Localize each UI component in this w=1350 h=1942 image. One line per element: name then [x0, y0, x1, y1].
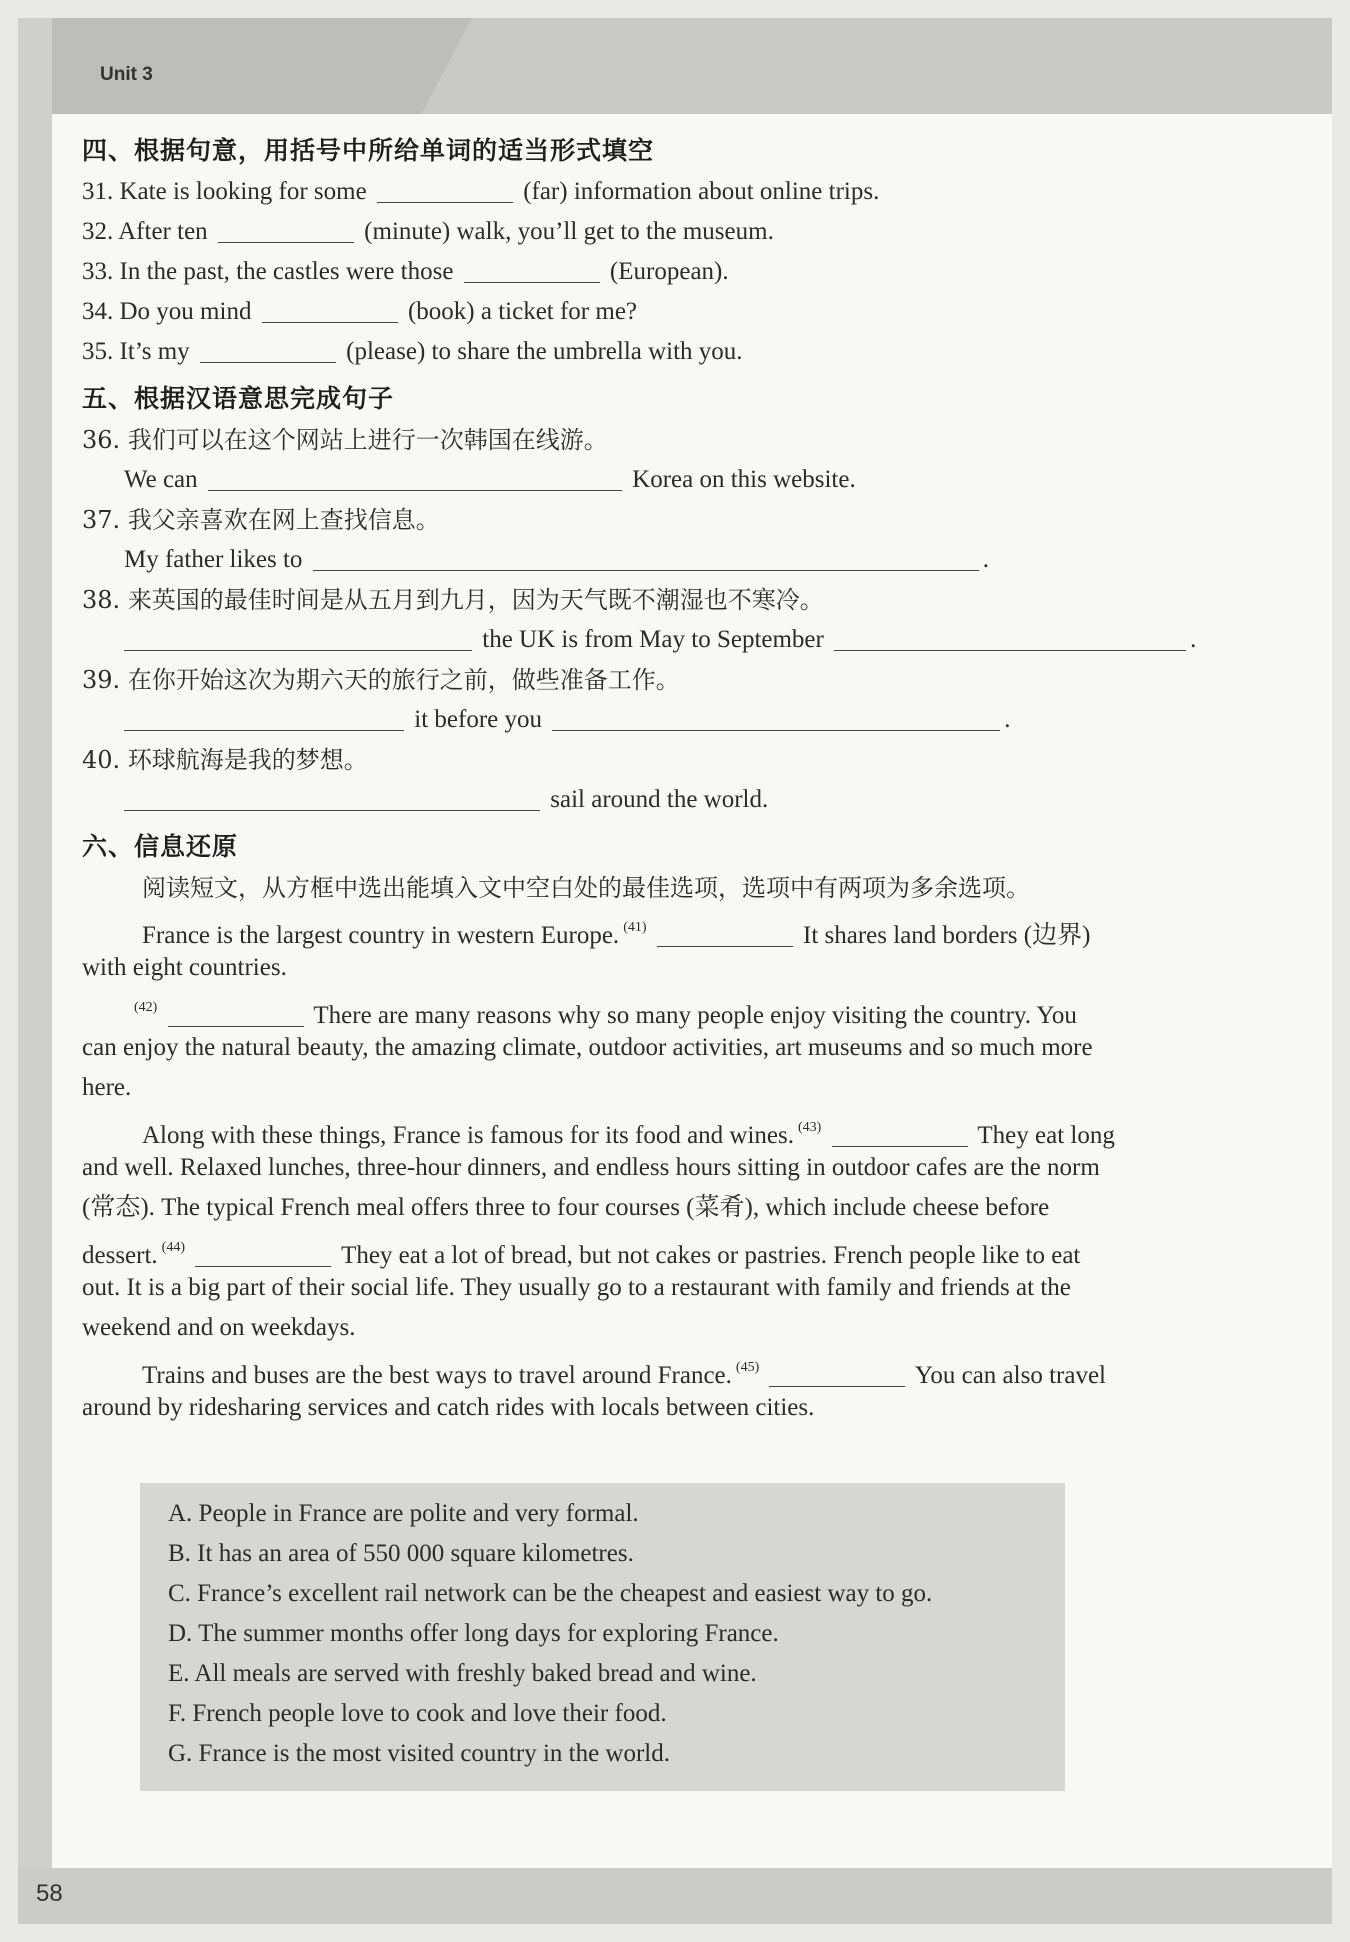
- chinese-sentence: 我们可以在这个网站上进行一次韩国在线游。: [127, 426, 608, 454]
- passage-text: They eat long: [977, 1122, 1115, 1149]
- section-6-heading: 六、信息还原: [82, 832, 239, 861]
- answer-blank[interactable]: [124, 705, 404, 731]
- passage-line: around by ridesharing services and catch rides with locals between cities.: [82, 1394, 815, 1421]
- page-left-margin: [18, 18, 52, 1908]
- section-5-heading: 五、根据汉语意思完成句子: [82, 384, 395, 413]
- question-number: 32.: [82, 218, 114, 245]
- answer-blank[interactable]: [377, 177, 513, 203]
- question-38-english: [82, 620, 1232, 660]
- sentence-text: My father likes to: [124, 546, 303, 573]
- passage-line: [82, 1108, 1232, 1148]
- unit-label: Unit 3: [100, 64, 153, 85]
- blank-number: (44): [161, 1240, 185, 1255]
- passage-line: and well. Relaxed lunches, three-hour dinners, and endless hours sitting in outdoor cafes are the norm: [82, 1154, 1100, 1181]
- option-d: D. The summer months offer long days for exploring France.: [168, 1620, 779, 1647]
- option-f: F. French people love to cook and love their food.: [168, 1700, 667, 1727]
- question-36-english: [82, 460, 1232, 500]
- blank-number: (43): [798, 1120, 822, 1135]
- question-number: 34.: [82, 298, 114, 325]
- passage-text: dessert.: [82, 1242, 158, 1269]
- passage-line: weekend and on weekdays.: [82, 1314, 356, 1341]
- sentence-text: sail around the world.: [550, 786, 769, 813]
- option-b: B. It has an area of 550 000 square kilometres.: [168, 1540, 634, 1567]
- answer-blank[interactable]: [208, 465, 622, 491]
- answer-blank-41[interactable]: [657, 921, 793, 947]
- question-text: (book) a ticket for me?: [407, 298, 638, 325]
- section-4-heading: 四、根据句意，用括号中所给单词的适当形式填空: [82, 136, 655, 165]
- page-footer-band: [18, 1868, 1332, 1924]
- question-number: 35.: [82, 338, 114, 365]
- question-text: (far) information about online trips.: [523, 178, 880, 205]
- answer-blank[interactable]: [313, 545, 979, 571]
- question-36-chinese: [82, 420, 1232, 460]
- answer-blank-43[interactable]: [832, 1121, 968, 1147]
- question-number: 40.: [82, 746, 121, 774]
- question-text: Do you mind: [119, 298, 252, 325]
- passage-line: [82, 988, 1232, 1028]
- options-list: [168, 1494, 932, 1774]
- question-40-chinese: [82, 740, 1232, 780]
- page-number: 58: [36, 1880, 63, 1907]
- sentence-text: .: [1004, 706, 1011, 733]
- question-text: (please) to share the umbrella with you.: [346, 338, 743, 365]
- option-a: A. People in France are polite and very formal.: [168, 1500, 639, 1527]
- answer-blank[interactable]: [218, 217, 354, 243]
- answer-blank-44[interactable]: [195, 1241, 331, 1267]
- question-number: 31.: [82, 178, 114, 205]
- passage-line: with eight countries.: [82, 954, 287, 981]
- passage-line: here.: [82, 1074, 132, 1101]
- question-40-english: [82, 780, 1232, 820]
- passage-line: (常态). The typical French meal offers three to four courses (菜肴), which include cheese before: [82, 1194, 1050, 1221]
- question-text: (minute) walk, you’ll get to the museum.: [364, 218, 774, 245]
- question-39-english: [82, 700, 1232, 740]
- passage-text: You can also travel: [914, 1362, 1106, 1389]
- sentence-text: it before you: [414, 706, 542, 733]
- blank-number: (45): [735, 1360, 760, 1375]
- question-35: [82, 332, 1232, 372]
- question-37-chinese: [82, 500, 1232, 540]
- question-37-english: [82, 540, 1232, 580]
- question-number: 33.: [82, 258, 114, 285]
- passage-text: It shares land borders (边界): [803, 922, 1091, 949]
- question-33: [82, 252, 1232, 292]
- answer-blank[interactable]: [124, 785, 540, 811]
- question-text: After ten: [118, 218, 208, 245]
- answer-blank[interactable]: [552, 705, 1000, 731]
- passage-text: There are many reasons why so many people enjoy visiting the country. You: [313, 1002, 1077, 1029]
- answer-blank-45[interactable]: [769, 1361, 905, 1387]
- passage-line: can enjoy the natural beauty, the amazing climate, outdoor activities, art museums and so much more: [82, 1034, 1093, 1061]
- chinese-sentence: 我父亲喜欢在网上查找信息。: [127, 506, 440, 534]
- passage-line: [82, 1348, 1232, 1388]
- passage-text: Trains and buses are the best ways to travel around France.: [142, 1362, 732, 1389]
- question-39-chinese: [82, 660, 1232, 700]
- chinese-sentence: 在你开始这次为期六天的旅行之前，做些准备工作。: [127, 666, 680, 694]
- blank-number: (42): [134, 1000, 158, 1015]
- question-34: [82, 292, 1232, 332]
- question-number: 37.: [82, 506, 121, 534]
- sentence-text: We can: [124, 466, 198, 493]
- question-number: 39.: [82, 666, 121, 694]
- chinese-sentence: 环球航海是我的梦想。: [127, 746, 368, 774]
- question-text: Kate is looking for some: [119, 178, 367, 205]
- option-e: E. All meals are served with freshly baked bread and wine.: [168, 1660, 757, 1687]
- question-text: It’s my: [119, 338, 190, 365]
- passage-line: [82, 908, 1232, 948]
- answer-blank-42[interactable]: [168, 1001, 304, 1027]
- sentence-text: Korea on this website.: [632, 466, 856, 493]
- passage-line: [82, 1228, 1232, 1268]
- question-number: 36.: [82, 426, 121, 454]
- answer-blank[interactable]: [124, 625, 472, 651]
- section-6-instruction: 阅读短文，从方框中选出能填入文中空白处的最佳选项，选项中有两项为多余选项。: [142, 874, 1030, 902]
- chinese-sentence: 来英国的最佳时间是从五月到九月，因为天气既不潮湿也不寒冷。: [127, 586, 824, 614]
- worksheet-content: [82, 130, 1232, 1428]
- passage-text: They eat a lot of bread, but not cakes or pastries. French people like to eat: [341, 1242, 1081, 1269]
- answer-blank[interactable]: [464, 257, 600, 283]
- question-38-chinese: [82, 580, 1232, 620]
- option-g: G. France is the most visited country in the world.: [168, 1740, 671, 1767]
- answer-blank[interactable]: [834, 625, 1186, 651]
- question-32: [82, 212, 1232, 252]
- question-number: 38.: [82, 586, 121, 614]
- sentence-text: .: [982, 546, 989, 573]
- passage-line: out. It is a big part of their social life. They usually go to a restaurant with family and friends at the: [82, 1274, 1071, 1301]
- answer-blank[interactable]: [262, 297, 398, 323]
- passage-text: France is the largest country in western Europe.: [142, 922, 620, 949]
- passage-text: Along with these things, France is famous for its food and wines.: [142, 1122, 794, 1149]
- question-31: [82, 172, 1232, 212]
- sentence-text: .: [1190, 626, 1197, 653]
- question-text: (European).: [609, 258, 729, 285]
- blank-number: (41): [623, 920, 647, 935]
- option-c: C. France’s excellent rail network can be the cheapest and easiest way to go.: [168, 1580, 933, 1607]
- sentence-text: the UK is from May to September: [482, 626, 824, 653]
- question-text: In the past, the castles were those: [119, 258, 454, 285]
- answer-blank[interactable]: [200, 337, 336, 363]
